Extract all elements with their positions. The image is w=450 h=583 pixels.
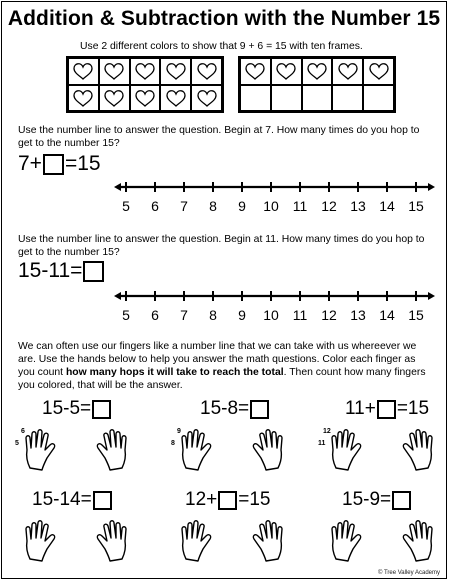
equation-7-plus	[18, 152, 101, 176]
finger-problem-equation	[42, 398, 112, 420]
equation-left: 7+	[18, 152, 42, 175]
ten-frame-cell[interactable]	[302, 85, 333, 112]
number-line-label: 10	[263, 198, 279, 214]
numberline-2-instruction: Use the number line to answer the question. Begin at 11. How many times do you hop to get to the number 15?	[18, 234, 425, 258]
left-hand-icon[interactable]	[332, 521, 361, 561]
heart-icon	[134, 88, 156, 108]
ten-frame-cell[interactable]	[332, 85, 363, 112]
answer-box[interactable]	[43, 154, 64, 175]
ten-frame-cell[interactable]	[68, 58, 99, 85]
ten-frame-cell[interactable]	[332, 58, 363, 85]
ten-frame-cell[interactable]	[271, 58, 302, 85]
worksheet-page	[1, 1, 447, 579]
answer-box[interactable]	[83, 261, 104, 282]
equation-left: 15-9=	[342, 489, 392, 510]
number-line-label: 13	[350, 307, 366, 323]
heart-icon	[337, 61, 359, 81]
number-line-1	[2, 178, 447, 218]
number-line-label: 6	[151, 307, 159, 323]
heart-icon	[134, 61, 156, 81]
number-line-label: 8	[209, 307, 217, 323]
number-line-label: 14	[379, 307, 395, 323]
copyright: © Tree Valley Academy	[377, 570, 440, 576]
number-line-label: 15	[408, 198, 424, 214]
heart-icon	[72, 88, 94, 108]
equation-left: 12+	[185, 489, 218, 510]
instruction-bold-text: how many hops it will take to reach the total	[65, 367, 284, 378]
hands-icon	[322, 517, 442, 565]
answer-box[interactable]	[392, 491, 411, 510]
number-line-label: 7	[180, 307, 188, 323]
hands-icon	[16, 426, 136, 474]
answer-box[interactable]	[218, 491, 237, 510]
heart-icon	[103, 61, 125, 81]
finger-start-label: 6	[21, 428, 25, 435]
ten-frame-cell[interactable]	[99, 58, 130, 85]
right-hand-icon[interactable]	[97, 430, 126, 470]
finger-problem-equation	[32, 489, 113, 511]
equation-right: =15	[64, 152, 101, 175]
arrow-left-icon	[114, 183, 121, 191]
heart-icon	[165, 61, 187, 81]
number-line-label: 5	[122, 198, 130, 214]
ten-frame-cell[interactable]	[191, 58, 222, 85]
finger-problem-equation	[200, 398, 270, 420]
ten-frame-cell[interactable]	[191, 85, 222, 112]
right-hand-icon[interactable]	[253, 521, 282, 561]
number-line-label: 6	[151, 198, 159, 214]
number-line-label: 9	[238, 307, 246, 323]
heart-icon	[72, 61, 94, 81]
heart-icon	[103, 88, 125, 108]
ten-frame-cell[interactable]	[130, 58, 161, 85]
number-line-label: 14	[379, 198, 395, 214]
left-hand-icon[interactable]	[26, 521, 55, 561]
equation-left: 15-14=	[32, 489, 92, 510]
ten-frame-cell[interactable]	[160, 85, 191, 112]
ten-frame-cell[interactable]	[363, 85, 394, 112]
heart-icon	[165, 88, 187, 108]
answer-box[interactable]	[93, 491, 112, 510]
heart-icon	[368, 61, 390, 81]
equation-left: 15-8=	[200, 398, 250, 419]
number-line-label: 8	[209, 198, 217, 214]
equation-right: =15	[396, 398, 430, 419]
left-hand-icon[interactable]	[182, 430, 211, 470]
equation-left: 15-11=	[18, 259, 83, 282]
ten-frame-cell[interactable]	[271, 85, 302, 112]
numberline-1-instruction: Use the number line to answer the question. Begin at 7. How many times do you hop to get to the number 15?	[18, 125, 420, 149]
right-hand-icon[interactable]	[253, 430, 282, 470]
arrow-left-icon	[114, 292, 121, 300]
answer-box[interactable]	[92, 400, 111, 419]
finger-problem-equation	[345, 398, 429, 420]
ten-frame-right	[238, 56, 396, 113]
equation-right: =15	[238, 489, 271, 510]
finger-problem-equation	[185, 489, 270, 511]
ten-frame-cell[interactable]	[240, 58, 271, 85]
heart-icon	[244, 61, 266, 81]
number-line-2	[2, 287, 447, 327]
arrow-right-icon	[428, 183, 435, 191]
heart-icon	[275, 61, 297, 81]
equation-left: 15-5=	[42, 398, 92, 419]
left-hand-icon[interactable]	[26, 430, 55, 470]
fingers-instruction	[18, 340, 434, 392]
hands-icon	[172, 426, 292, 474]
number-line-label: 11	[292, 198, 308, 214]
hands-icon	[322, 426, 442, 474]
ten-frame-cell[interactable]	[302, 58, 333, 85]
finger-base-label: 8	[171, 440, 175, 447]
equation-left: 11+	[345, 398, 376, 419]
number-line-label: 12	[321, 307, 337, 323]
left-hand-icon[interactable]	[182, 521, 211, 561]
page-title: Addition & Subtraction with the Number 15	[7, 7, 441, 30]
number-line-label: 13	[350, 198, 366, 214]
heart-icon	[196, 61, 218, 81]
arrow-right-icon	[428, 292, 435, 300]
equation-15-minus-11	[18, 259, 105, 283]
number-line-label: 7	[180, 198, 188, 214]
ten-frame-cell[interactable]	[68, 85, 99, 112]
ten-frame-cell[interactable]	[240, 85, 271, 112]
finger-start-label: 9	[177, 428, 181, 435]
instruction-text: . Then count how many fingers you colored, that will be the answer.	[18, 367, 426, 391]
number-line-label: 10	[263, 307, 279, 323]
number-line-label: 5	[122, 307, 130, 323]
number-line-label: 9	[238, 198, 246, 214]
heart-icon	[196, 88, 218, 108]
number-line-label: 11	[292, 307, 308, 323]
right-hand-icon[interactable]	[97, 521, 126, 561]
right-hand-icon[interactable]	[403, 430, 432, 470]
heart-icon	[306, 61, 328, 81]
instruction-text: We can often use our fingers like a number line that we can take with us whereever we are. Use the hands below to help you answer the math questions. Color each finger as you count	[18, 341, 417, 378]
hands-icon	[172, 517, 292, 565]
ten-frame-cell[interactable]	[130, 85, 161, 112]
ten-frame-instruction: Use 2 different colors to show that 9 + 6 = 15 with ten frames.	[80, 41, 363, 52]
right-hand-icon[interactable]	[403, 521, 432, 561]
ten-frame-left	[66, 56, 224, 113]
answer-box[interactable]	[377, 400, 396, 419]
finger-base-label: 5	[15, 440, 19, 447]
finger-problem-equation	[342, 489, 412, 511]
answer-box[interactable]	[250, 400, 269, 419]
finger-start-label: 12	[323, 428, 331, 435]
left-hand-icon[interactable]	[332, 430, 361, 470]
ten-frame-cell[interactable]	[160, 58, 191, 85]
ten-frame-cell[interactable]	[363, 58, 394, 85]
number-line-label: 15	[408, 307, 424, 323]
finger-base-label: 11	[318, 440, 326, 447]
number-line-label: 12	[321, 198, 337, 214]
ten-frame-cell[interactable]	[99, 85, 130, 112]
hands-icon	[16, 517, 136, 565]
